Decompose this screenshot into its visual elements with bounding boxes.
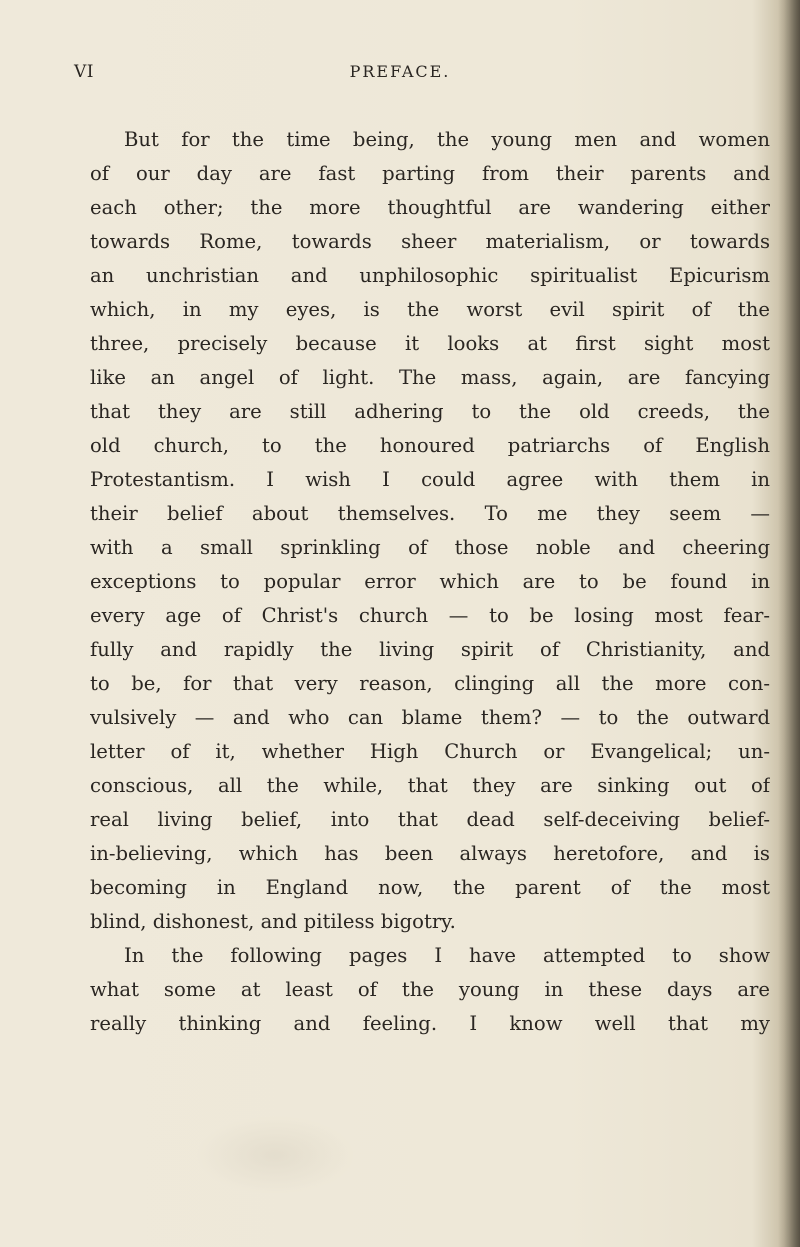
page-number: VI: [74, 62, 94, 82]
text-line: conscious, all the while, that they are sinking out of: [90, 774, 770, 797]
text-line: vulsively — and who can blame them? — to the outward: [90, 706, 770, 729]
text-line: three, precisely because it looks at first sight most: [90, 332, 770, 355]
text-line: an unchristian and unphilosophic spiritualist Epicurism: [90, 264, 770, 287]
text-line: old church, to the honoured patriarchs of English: [90, 434, 770, 457]
page-header: [0, 62, 800, 86]
text-line: In the following pages I have attempted to show: [124, 944, 770, 967]
text-line: with a small sprinkling of those noble and cheering: [90, 536, 770, 559]
text-line: blind, dishonest, and pitiless bigotry.: [90, 910, 456, 933]
text-line: But for the time being, the young men and women: [124, 128, 770, 151]
text-line: Protestantism. I wish I could agree with them in: [90, 468, 770, 491]
paper-smudge: [195, 1115, 355, 1195]
text-line: to be, for that very reason, clinging all the more con-: [90, 672, 770, 695]
text-line: each other; the more thoughtful are wandering either: [90, 196, 770, 219]
page-edge-shadow: [778, 0, 800, 1247]
text-line: in-believing, which has been always heretofore, and is: [90, 842, 770, 865]
text-line: like an angel of light. The mass, again, are fancying: [90, 366, 770, 389]
text-line: becoming in England now, the parent of the most: [90, 876, 770, 899]
body-text: [90, 123, 770, 1041]
text-line: what some at least of the young in these days are: [90, 978, 770, 1001]
text-line: real living belief, into that dead self-deceiving belief-: [90, 808, 770, 831]
text-line: towards Rome, towards sheer materialism, or towards: [90, 230, 770, 253]
text-line: of our day are fast parting from their parents and: [90, 162, 770, 185]
running-head: PREFACE.: [349, 62, 451, 81]
text-line: that they are still adhering to the old creeds, the: [90, 400, 770, 423]
text-line: their belief about themselves. To me they seem —: [90, 502, 770, 525]
text-line: exceptions to popular error which are to be found in: [90, 570, 770, 593]
text-line: every age of Christ's church — to be losing most fear-: [90, 604, 770, 627]
text-line: fully and rapidly the living spirit of Christianity, and: [90, 638, 770, 661]
text-line: really thinking and feeling. I know well that my: [90, 1012, 770, 1035]
text-line: which, in my eyes, is the worst evil spirit of the: [90, 298, 770, 321]
text-line: letter of it, whether High Church or Evangelical; un-: [90, 740, 770, 763]
